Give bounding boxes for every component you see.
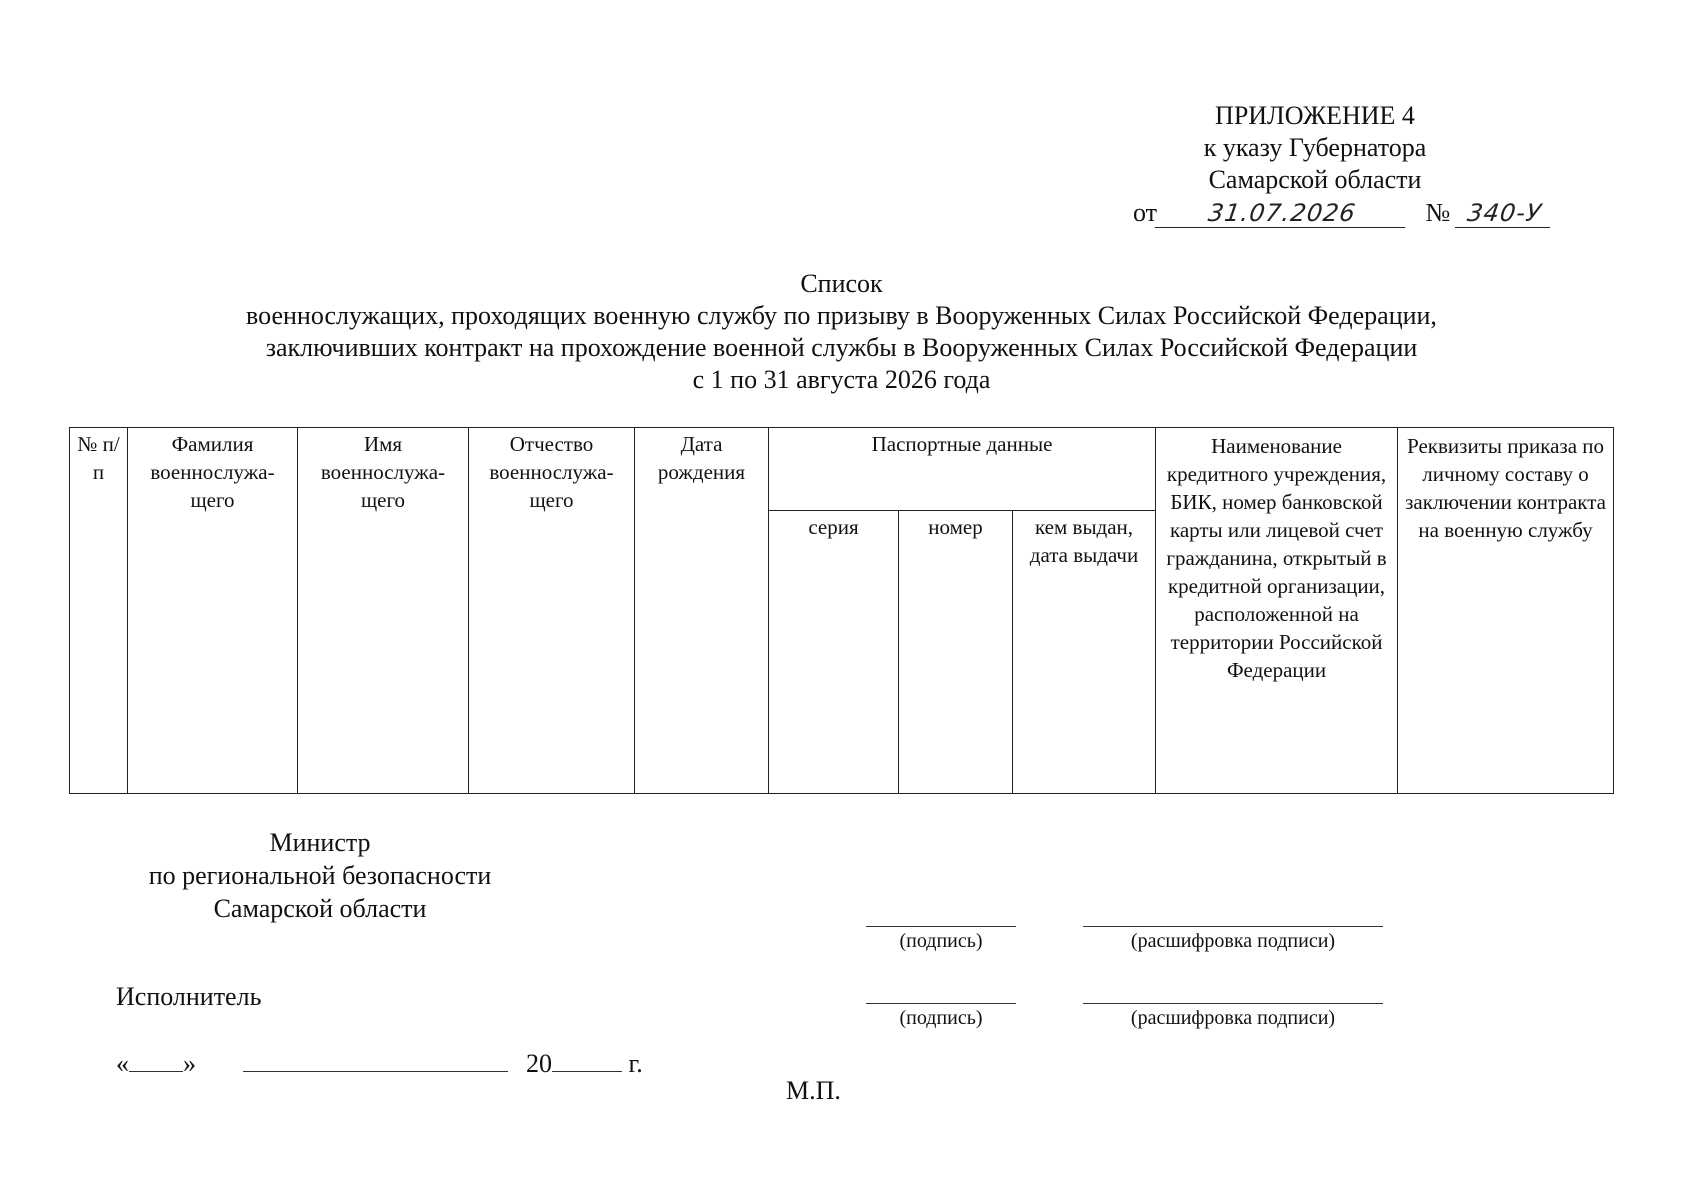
year-suffix: г. <box>628 1049 643 1078</box>
executor-sign-label: (подпись) <box>899 1007 983 1029</box>
minister-sign-label: (подпись) <box>899 930 983 952</box>
title-line-4: с 1 по 31 августа 2026 года <box>692 365 991 394</box>
col-surname-header: Фамилия военнослужа-щего <box>128 428 298 794</box>
servicemen-table <box>69 427 1614 794</box>
title-line-1: Список <box>800 269 883 298</box>
minister-decode-label: (расшифровка подписи) <box>1130 930 1336 952</box>
minister-signature-block <box>120 826 520 925</box>
number-prefix: № <box>1425 198 1451 227</box>
minister-region: Самарской области <box>213 894 427 923</box>
decree-date-line <box>1133 198 1552 228</box>
date-prefix: от <box>1133 198 1158 227</box>
col-passport-number-header: номер <box>899 511 1013 794</box>
col-passport-header: Паспортные данные <box>769 428 1156 511</box>
minister-decode-line <box>1083 926 1383 927</box>
appendix-region: Самарской области <box>1208 165 1422 194</box>
col-birthdate-header: Дата рождения <box>635 428 769 794</box>
day-blank <box>129 1047 183 1072</box>
executor-label: Исполнитель <box>116 982 262 1011</box>
seal-placeholder: М.П. <box>786 1076 841 1105</box>
handwritten-date: 31.07.2026 <box>1155 199 1409 228</box>
title-line-3: заключивших контракт на прохождение военной службы в Вооруженных Силах Российской Федерации <box>265 333 1418 362</box>
executor-decode-label: (расшифровка подписи) <box>1130 1007 1336 1029</box>
document-title <box>0 268 1683 396</box>
col-patronymic-header: Отчество военнослужа-щего <box>469 428 635 794</box>
minister-signature-line <box>866 926 1016 927</box>
col-order-header: Реквизиты приказа по личному составу о заключении контракта на военную службу <box>1398 428 1614 794</box>
quote-open: « <box>116 1049 129 1078</box>
appendix-title: ПРИЛОЖЕНИЕ 4 <box>1215 101 1415 130</box>
signature-date-row <box>116 1047 643 1079</box>
minister-title: Министр <box>269 828 371 857</box>
quote-close: » <box>183 1049 196 1078</box>
month-blank <box>243 1047 508 1072</box>
appendix-header <box>1100 100 1530 196</box>
col-passport-issued-header: кем выдан, дата выдачи <box>1013 511 1156 794</box>
col-number-header: № п/п <box>70 428 128 794</box>
executor-decode-line <box>1083 1003 1383 1004</box>
col-name-header: Имя военнослужа-щего <box>298 428 469 794</box>
col-passport-series-header: серия <box>769 511 899 794</box>
handwritten-number: 340-У <box>1455 199 1554 228</box>
title-line-2: военнослужащих, проходящих военную службу по призыву в Вооруженных Силах Российской Федерации, <box>246 301 1437 330</box>
appendix-decree: к указу Губернатора <box>1203 133 1427 162</box>
year-blank <box>552 1047 622 1072</box>
year-prefix: 20 <box>526 1049 552 1078</box>
minister-department: по региональной безопасности <box>148 861 492 890</box>
executor-signature-line <box>866 1003 1016 1004</box>
col-bank-header: Наименование кредитного учреждения, БИК, номер банковской карты или лицевой счет гражданина, открытый в кредитной организации, расположенной на территории Российской Федерации <box>1156 428 1398 794</box>
